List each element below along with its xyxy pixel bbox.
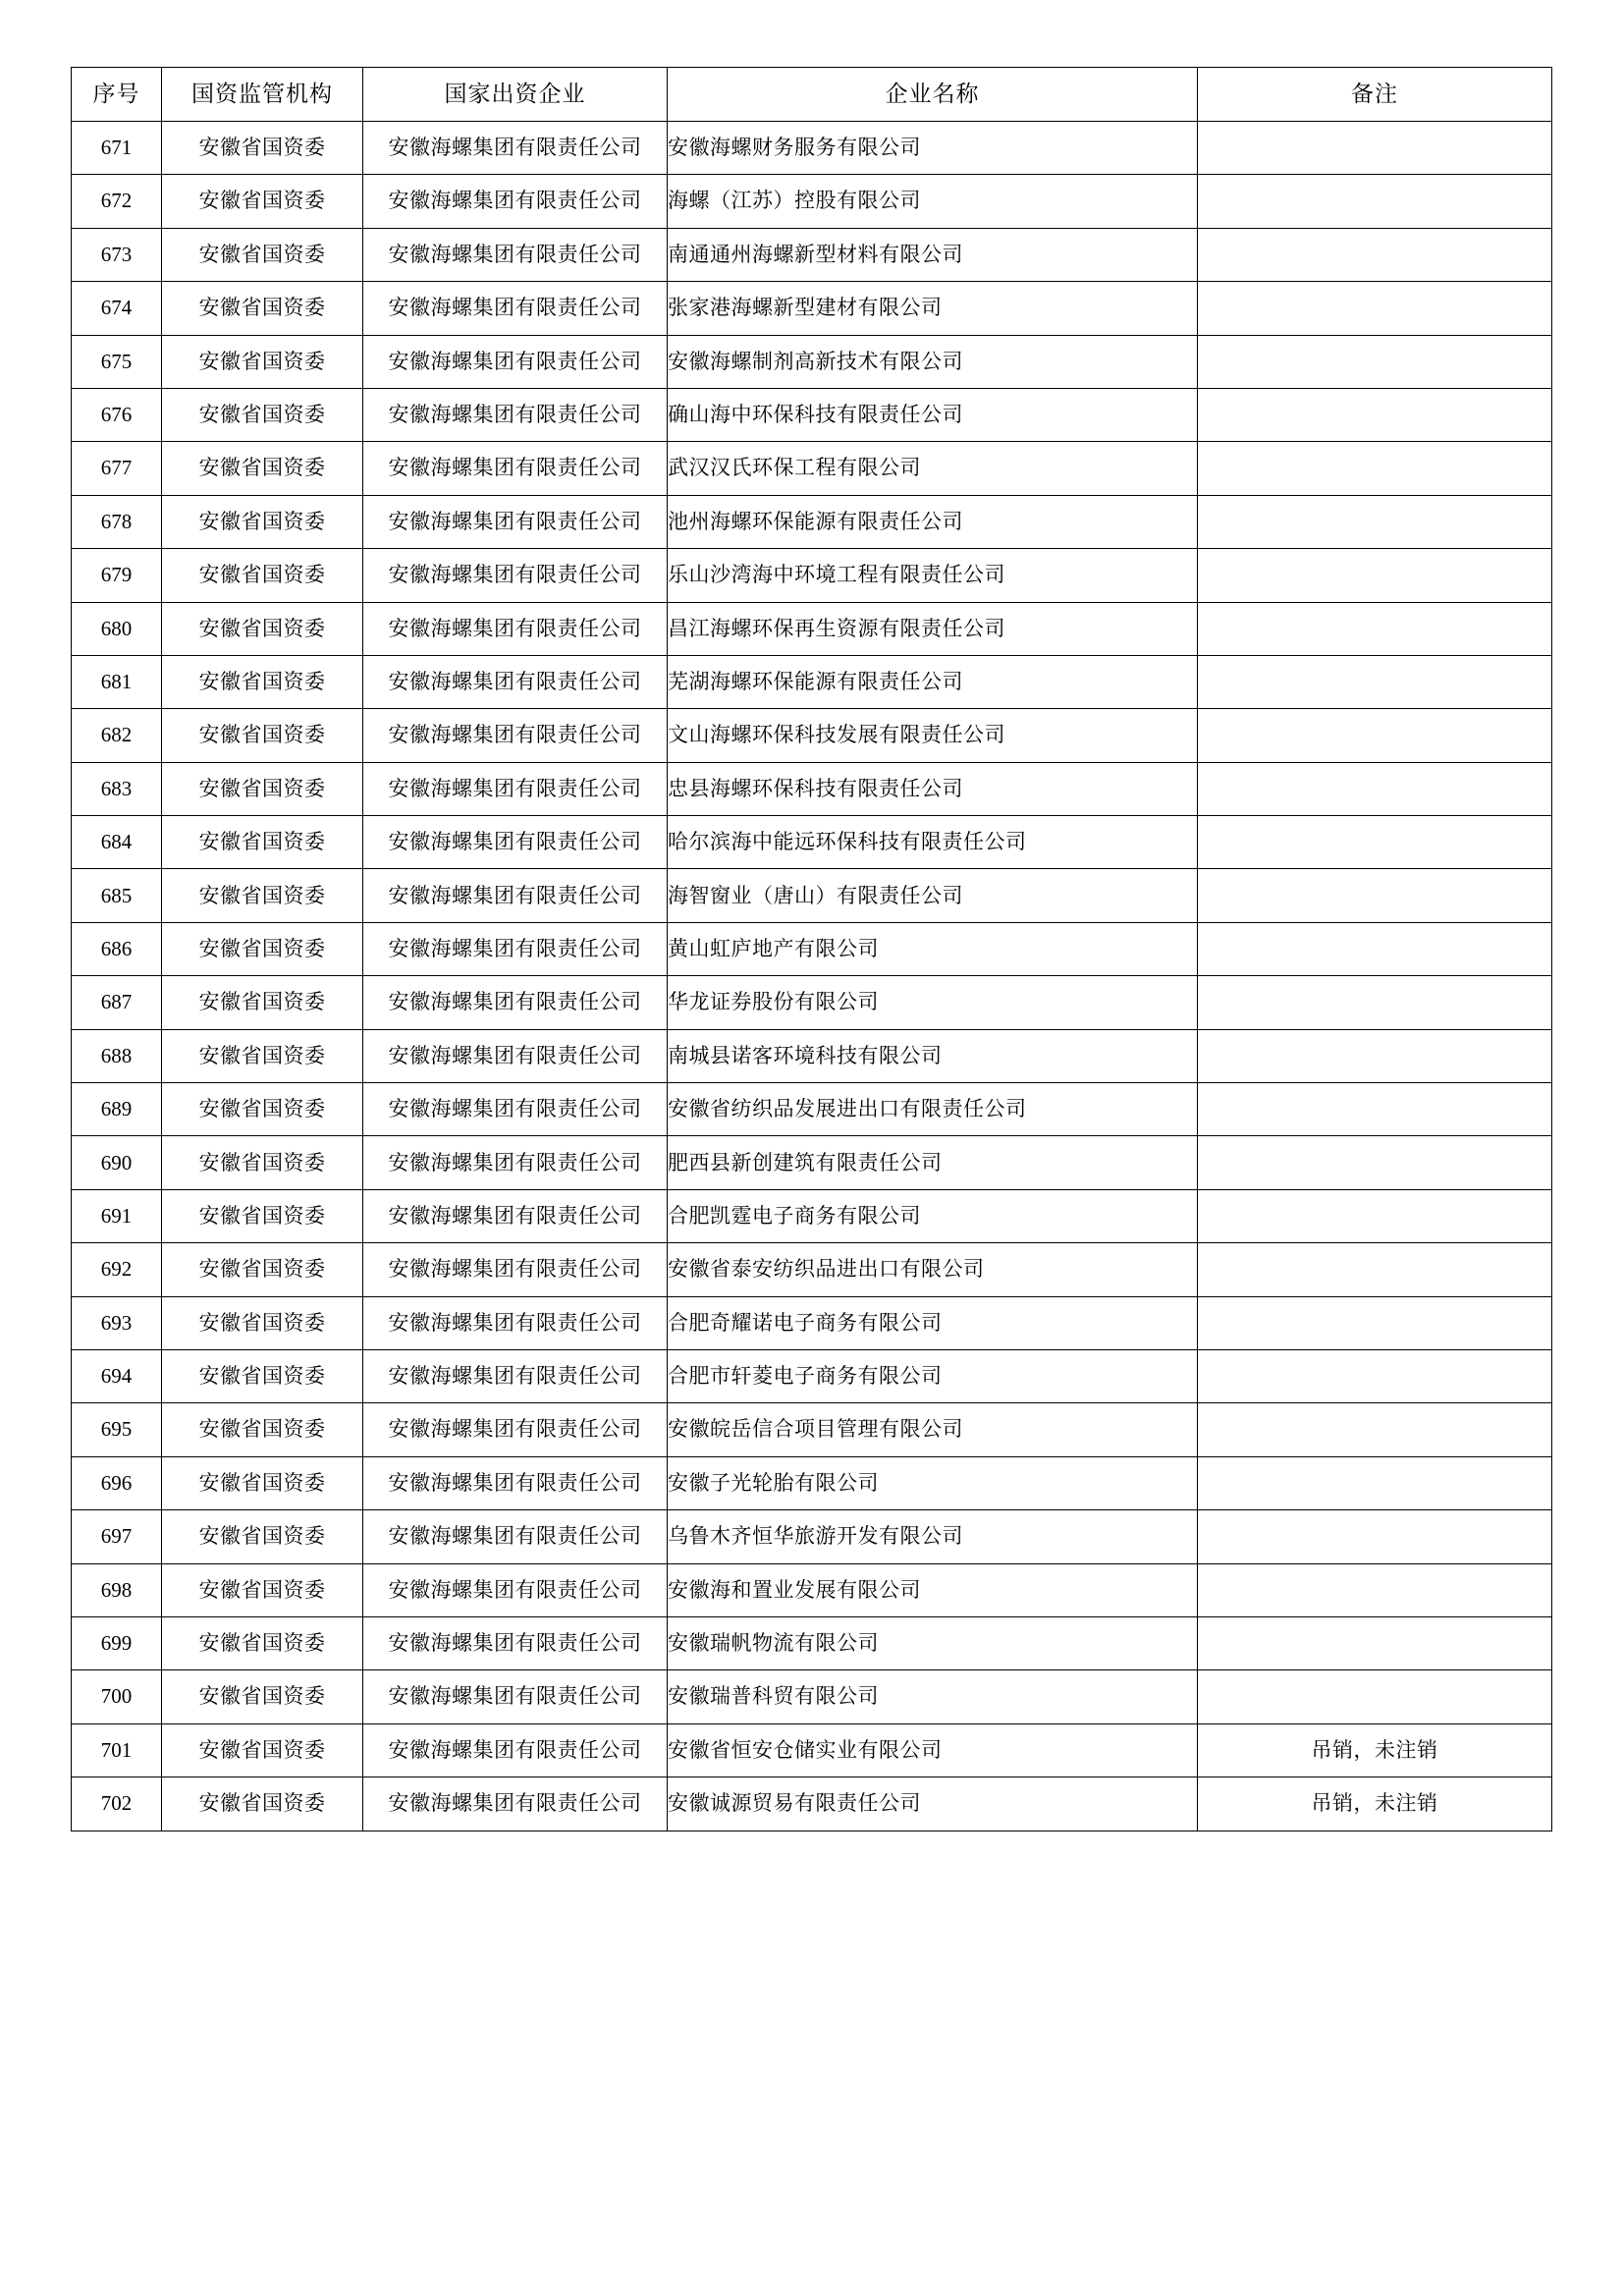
cell-org: 安徽省国资委 — [162, 1296, 363, 1349]
cell-note — [1198, 442, 1552, 495]
cell-seq: 671 — [72, 122, 162, 175]
cell-org: 安徽省国资委 — [162, 282, 363, 335]
table-row — [72, 655, 1552, 708]
cell-org: 安徽省国资委 — [162, 388, 363, 441]
cell-seq: 685 — [72, 869, 162, 922]
cell-note — [1198, 175, 1552, 228]
cell-seq: 681 — [72, 655, 162, 708]
table-row — [72, 442, 1552, 495]
cell-name: 确山海中环保科技有限责任公司 — [668, 388, 1198, 441]
cell-seq: 675 — [72, 335, 162, 388]
table-row — [72, 816, 1552, 869]
cell-name: 安徽省纺织品发展进出口有限责任公司 — [668, 1083, 1198, 1136]
cell-name: 乐山沙湾海中环境工程有限责任公司 — [668, 549, 1198, 602]
cell-note: 吊销，未注销 — [1198, 1723, 1552, 1777]
cell-seq: 696 — [72, 1456, 162, 1509]
table-row — [72, 1083, 1552, 1136]
cell-enterprise: 安徽海螺集团有限责任公司 — [363, 762, 668, 815]
cell-org: 安徽省国资委 — [162, 1349, 363, 1402]
cell-org: 安徽省国资委 — [162, 335, 363, 388]
cell-note — [1198, 1670, 1552, 1723]
cell-note — [1198, 922, 1552, 975]
cell-note — [1198, 335, 1552, 388]
cell-org: 安徽省国资委 — [162, 1616, 363, 1669]
table-row — [72, 1563, 1552, 1616]
cell-enterprise: 安徽海螺集团有限责任公司 — [363, 282, 668, 335]
cell-org: 安徽省国资委 — [162, 922, 363, 975]
cell-name: 池州海螺环保能源有限责任公司 — [668, 495, 1198, 548]
cell-enterprise: 安徽海螺集团有限责任公司 — [363, 1083, 668, 1136]
cell-name: 安徽皖岳信合项目管理有限公司 — [668, 1403, 1198, 1456]
enterprise-list-table — [71, 67, 1552, 1831]
cell-seq: 674 — [72, 282, 162, 335]
cell-name: 安徽海螺财务服务有限公司 — [668, 122, 1198, 175]
table-row — [72, 1296, 1552, 1349]
cell-org: 安徽省国资委 — [162, 709, 363, 762]
cell-seq: 701 — [72, 1723, 162, 1777]
cell-note — [1198, 1136, 1552, 1189]
cell-note — [1198, 762, 1552, 815]
cell-name: 哈尔滨海中能远环保科技有限责任公司 — [668, 816, 1198, 869]
cell-note — [1198, 1349, 1552, 1402]
cell-name: 昌江海螺环保再生资源有限责任公司 — [668, 602, 1198, 655]
table-row — [72, 869, 1552, 922]
table-header-row — [72, 68, 1552, 122]
cell-note — [1198, 1616, 1552, 1669]
cell-note — [1198, 602, 1552, 655]
cell-name: 文山海螺环保科技发展有限责任公司 — [668, 709, 1198, 762]
cell-seq: 687 — [72, 976, 162, 1029]
cell-enterprise: 安徽海螺集团有限责任公司 — [363, 655, 668, 708]
cell-note — [1198, 1029, 1552, 1082]
cell-enterprise: 安徽海螺集团有限责任公司 — [363, 175, 668, 228]
table-row — [72, 1029, 1552, 1082]
cell-name: 海螺（江苏）控股有限公司 — [668, 175, 1198, 228]
cell-note — [1198, 1403, 1552, 1456]
cell-org: 安徽省国资委 — [162, 1403, 363, 1456]
cell-org: 安徽省国资委 — [162, 976, 363, 1029]
cell-enterprise: 安徽海螺集团有限责任公司 — [363, 335, 668, 388]
cell-enterprise: 安徽海螺集团有限责任公司 — [363, 228, 668, 281]
table-row — [72, 1510, 1552, 1563]
table-row — [72, 1723, 1552, 1777]
cell-seq: 683 — [72, 762, 162, 815]
cell-note — [1198, 1296, 1552, 1349]
cell-name: 张家港海螺新型建材有限公司 — [668, 282, 1198, 335]
cell-enterprise: 安徽海螺集团有限责任公司 — [363, 1349, 668, 1402]
cell-note — [1198, 1563, 1552, 1616]
cell-seq: 676 — [72, 388, 162, 441]
cell-enterprise: 安徽海螺集团有限责任公司 — [363, 1723, 668, 1777]
cell-name: 安徽诚源贸易有限责任公司 — [668, 1777, 1198, 1831]
cell-seq: 673 — [72, 228, 162, 281]
cell-note — [1198, 976, 1552, 1029]
cell-note — [1198, 282, 1552, 335]
cell-enterprise: 安徽海螺集团有限责任公司 — [363, 1243, 668, 1296]
cell-name: 安徽海和置业发展有限公司 — [668, 1563, 1198, 1616]
cell-note — [1198, 1456, 1552, 1509]
cell-note — [1198, 869, 1552, 922]
cell-enterprise: 安徽海螺集团有限责任公司 — [363, 1456, 668, 1509]
cell-seq: 695 — [72, 1403, 162, 1456]
table-row — [72, 282, 1552, 335]
cell-name: 南城县诺客环境科技有限公司 — [668, 1029, 1198, 1082]
table-row — [72, 1777, 1552, 1831]
cell-org: 安徽省国资委 — [162, 1243, 363, 1296]
cell-name: 华龙证券股份有限公司 — [668, 976, 1198, 1029]
cell-name: 合肥市轩菱电子商务有限公司 — [668, 1349, 1198, 1402]
cell-enterprise: 安徽海螺集团有限责任公司 — [363, 549, 668, 602]
cell-org: 安徽省国资委 — [162, 1510, 363, 1563]
cell-note: 吊销，未注销 — [1198, 1777, 1552, 1831]
cell-name: 合肥奇耀诺电子商务有限公司 — [668, 1296, 1198, 1349]
cell-name: 海智窗业（唐山）有限责任公司 — [668, 869, 1198, 922]
cell-seq: 677 — [72, 442, 162, 495]
cell-seq: 691 — [72, 1189, 162, 1242]
table-row — [72, 922, 1552, 975]
cell-org: 安徽省国资委 — [162, 175, 363, 228]
cell-name: 安徽省恒安仓储实业有限公司 — [668, 1723, 1198, 1777]
cell-enterprise: 安徽海螺集团有限责任公司 — [363, 1403, 668, 1456]
cell-name: 芜湖海螺环保能源有限责任公司 — [668, 655, 1198, 708]
table-row — [72, 762, 1552, 815]
cell-name: 肥西县新创建筑有限责任公司 — [668, 1136, 1198, 1189]
cell-enterprise: 安徽海螺集团有限责任公司 — [363, 1136, 668, 1189]
cell-seq: 697 — [72, 1510, 162, 1563]
table-row — [72, 1349, 1552, 1402]
table-row — [72, 388, 1552, 441]
cell-seq: 693 — [72, 1296, 162, 1349]
cell-enterprise: 安徽海螺集团有限责任公司 — [363, 1510, 668, 1563]
cell-enterprise: 安徽海螺集团有限责任公司 — [363, 1296, 668, 1349]
table-row — [72, 335, 1552, 388]
column-header-seq: 序号 — [72, 68, 162, 122]
cell-org: 安徽省国资委 — [162, 762, 363, 815]
cell-org: 安徽省国资委 — [162, 1083, 363, 1136]
cell-note — [1198, 549, 1552, 602]
table-row — [72, 122, 1552, 175]
cell-org: 安徽省国资委 — [162, 228, 363, 281]
cell-name: 武汉汉氏环保工程有限公司 — [668, 442, 1198, 495]
cell-enterprise: 安徽海螺集团有限责任公司 — [363, 1029, 668, 1082]
cell-name: 忠县海螺环保科技有限责任公司 — [668, 762, 1198, 815]
cell-note — [1198, 1510, 1552, 1563]
cell-seq: 686 — [72, 922, 162, 975]
cell-enterprise: 安徽海螺集团有限责任公司 — [363, 1777, 668, 1831]
cell-enterprise: 安徽海螺集团有限责任公司 — [363, 976, 668, 1029]
cell-seq: 688 — [72, 1029, 162, 1082]
table-row — [72, 1616, 1552, 1669]
table-row — [72, 1243, 1552, 1296]
cell-name: 南通通州海螺新型材料有限公司 — [668, 228, 1198, 281]
cell-seq: 699 — [72, 1616, 162, 1669]
cell-seq: 690 — [72, 1136, 162, 1189]
table-row — [72, 602, 1552, 655]
table-row — [72, 1670, 1552, 1723]
cell-seq: 678 — [72, 495, 162, 548]
cell-seq: 680 — [72, 602, 162, 655]
cell-enterprise: 安徽海螺集团有限责任公司 — [363, 1670, 668, 1723]
cell-seq: 672 — [72, 175, 162, 228]
cell-org: 安徽省国资委 — [162, 549, 363, 602]
cell-enterprise: 安徽海螺集团有限责任公司 — [363, 1189, 668, 1242]
column-header-enterprise: 国家出资企业 — [363, 68, 668, 122]
cell-name: 安徽海螺制剂高新技术有限公司 — [668, 335, 1198, 388]
cell-org: 安徽省国资委 — [162, 816, 363, 869]
cell-org: 安徽省国资委 — [162, 122, 363, 175]
cell-org: 安徽省国资委 — [162, 495, 363, 548]
cell-seq: 698 — [72, 1563, 162, 1616]
cell-enterprise: 安徽海螺集团有限责任公司 — [363, 1616, 668, 1669]
cell-note — [1198, 388, 1552, 441]
table-row — [72, 1456, 1552, 1509]
column-header-note: 备注 — [1198, 68, 1552, 122]
column-header-name: 企业名称 — [668, 68, 1198, 122]
cell-note — [1198, 1243, 1552, 1296]
cell-org: 安徽省国资委 — [162, 1456, 363, 1509]
cell-seq: 689 — [72, 1083, 162, 1136]
cell-note — [1198, 228, 1552, 281]
cell-org: 安徽省国资委 — [162, 1189, 363, 1242]
cell-note — [1198, 495, 1552, 548]
cell-name: 乌鲁木齐恒华旅游开发有限公司 — [668, 1510, 1198, 1563]
cell-enterprise: 安徽海螺集团有限责任公司 — [363, 709, 668, 762]
cell-enterprise: 安徽海螺集团有限责任公司 — [363, 869, 668, 922]
cell-enterprise: 安徽海螺集团有限责任公司 — [363, 388, 668, 441]
cell-name: 黄山虹庐地产有限公司 — [668, 922, 1198, 975]
cell-org: 安徽省国资委 — [162, 442, 363, 495]
cell-seq: 692 — [72, 1243, 162, 1296]
cell-seq: 682 — [72, 709, 162, 762]
cell-seq: 679 — [72, 549, 162, 602]
cell-seq: 684 — [72, 816, 162, 869]
table-row — [72, 709, 1552, 762]
table-row — [72, 495, 1552, 548]
cell-name: 合肥凯霆电子商务有限公司 — [668, 1189, 1198, 1242]
cell-org: 安徽省国资委 — [162, 1029, 363, 1082]
cell-note — [1198, 709, 1552, 762]
cell-org: 安徽省国资委 — [162, 655, 363, 708]
cell-org: 安徽省国资委 — [162, 1563, 363, 1616]
cell-note — [1198, 1083, 1552, 1136]
column-header-org: 国资监管机构 — [162, 68, 363, 122]
cell-org: 安徽省国资委 — [162, 1777, 363, 1831]
cell-org: 安徽省国资委 — [162, 1670, 363, 1723]
cell-name: 安徽瑞帆物流有限公司 — [668, 1616, 1198, 1669]
cell-note — [1198, 1189, 1552, 1242]
cell-enterprise: 安徽海螺集团有限责任公司 — [363, 1563, 668, 1616]
table-row — [72, 1189, 1552, 1242]
cell-note — [1198, 655, 1552, 708]
cell-enterprise: 安徽海螺集团有限责任公司 — [363, 442, 668, 495]
cell-seq: 700 — [72, 1670, 162, 1723]
cell-org: 安徽省国资委 — [162, 1723, 363, 1777]
cell-note — [1198, 122, 1552, 175]
cell-enterprise: 安徽海螺集团有限责任公司 — [363, 495, 668, 548]
cell-org: 安徽省国资委 — [162, 1136, 363, 1189]
cell-enterprise: 安徽海螺集团有限责任公司 — [363, 602, 668, 655]
table-row — [72, 228, 1552, 281]
cell-note — [1198, 816, 1552, 869]
table-row — [72, 1403, 1552, 1456]
table-row — [72, 175, 1552, 228]
cell-seq: 702 — [72, 1777, 162, 1831]
table-row — [72, 549, 1552, 602]
cell-name: 安徽省泰安纺织品进出口有限公司 — [668, 1243, 1198, 1296]
cell-org: 安徽省国资委 — [162, 869, 363, 922]
table-row — [72, 1136, 1552, 1189]
table-row — [72, 976, 1552, 1029]
cell-enterprise: 安徽海螺集团有限责任公司 — [363, 816, 668, 869]
cell-org: 安徽省国资委 — [162, 602, 363, 655]
cell-seq: 694 — [72, 1349, 162, 1402]
cell-name: 安徽瑞普科贸有限公司 — [668, 1670, 1198, 1723]
cell-name: 安徽子光轮胎有限公司 — [668, 1456, 1198, 1509]
cell-enterprise: 安徽海螺集团有限责任公司 — [363, 922, 668, 975]
cell-enterprise: 安徽海螺集团有限责任公司 — [363, 122, 668, 175]
